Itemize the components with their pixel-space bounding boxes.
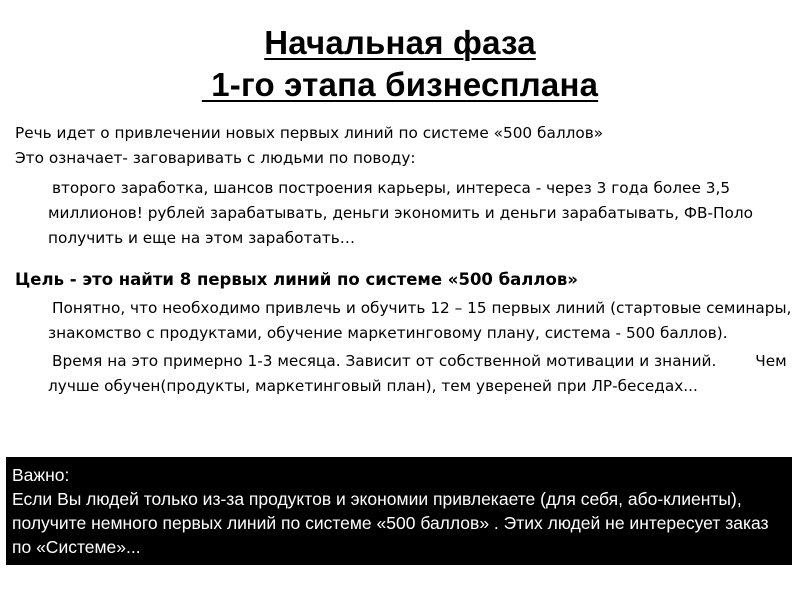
title-line-1	[0, 22, 800, 64]
intro-line-1: Речь идет о привлечении новых первых линий по системе «500 баллов»	[15, 124, 604, 142]
goal-heading: Цель - это найти 8 первых линий по системе «500 баллов»	[15, 270, 578, 289]
title-line-2	[0, 64, 800, 106]
important-callout	[6, 457, 792, 565]
important-heading: Важно:	[12, 465, 70, 485]
goal-paragraph-2: Время на это примерно 1-3 месяца. Зависит от собственной мотивации и знаний. Чем лучше обучен(продукты, маркетинговый план), тем увереней при ЛР-беседах...	[48, 352, 792, 395]
title-line-2-text: 1-го этапа бизнесплана	[201, 66, 599, 103]
title-line-1-text: Начальная фаза	[264, 24, 536, 61]
goal-section	[15, 296, 795, 399]
important-text: Если Вы людей только из-за продуктов и экономии привлекаете (для себя, або-клиенты), получите немного первых линий по системе «500 баллов» . Этих людей не интересует заказ по «Системе»...	[12, 489, 769, 557]
slide-title	[0, 22, 800, 106]
goal-paragraph-1: Понятно, что необходимо привлечь и обучить 12 – 15 первых линий (стартовые семинары, знакомство с продуктами, обучение маркетинговому плану, система - 500 баллов).	[48, 299, 792, 342]
intro-line-2: Это означает- заговаривать с людьми по поводу:	[15, 149, 416, 167]
intro-section	[15, 121, 795, 251]
intro-topics: второго заработка, шансов построения карьеры, интереса - через 3 года более 3,5 миллионов! рублей зарабатывать, деньги экономить и деньги зарабатывать, ФВ-Поло получить и еще на этом заработать…	[48, 179, 754, 247]
